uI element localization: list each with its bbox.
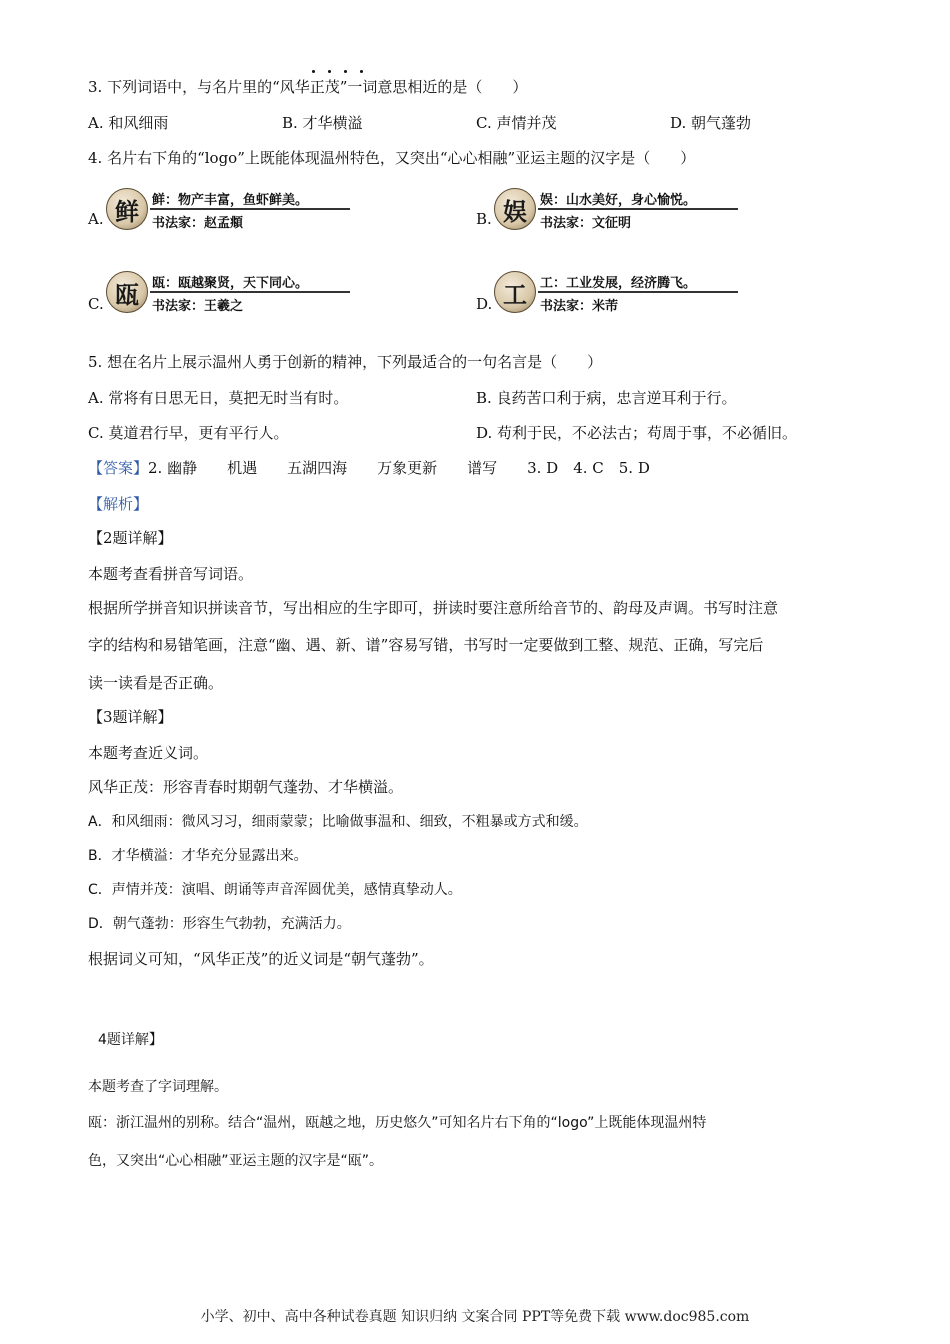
body-text: 本题考查看拼音写词语。 [88,565,254,583]
q3-stem [88,76,527,98]
q4-card-c [106,271,351,315]
card-divider [150,291,350,293]
q5-option-a: A. 常将有日思无日，莫把无时当有时。 [88,389,349,407]
q5-option-d: D. 苟利于民，不必法古；苟周于事，不必循旧。 [476,424,798,442]
q4-label-d: D. [476,295,493,313]
q5-option-c: C. 莫道君行早，更有平行人。 [88,424,289,442]
body-text: 读一读看是否正确。 [88,674,224,692]
card-caption: 瓯：瓯越聚贤，天下同心。 [152,276,309,291]
seal-icon: 工 [494,271,536,313]
answer-line [88,457,650,479]
body-text: 根据词义可知，“风华正茂”的近义词是“朝气蓬勃”。 [88,950,434,968]
seal-icon: 鲜 [106,188,148,230]
q4-label-b: B. [476,210,492,228]
page-footer: 小学、初中、高中各种试卷真题 知识归纳 文案合同 PPT等免费下载 www.doc985.com [200,1309,750,1325]
section-heading: 4题详解】 [98,1032,163,1048]
body-text: 根据所学拼音知识拼读音节，写出相应的生字即可，拼读时要注意所给音节的、韵母及声调。书写时注意 [88,599,779,617]
q3-stem-key: 风华正茂 [279,78,340,96]
card-divider [538,291,738,293]
q3-option-a: A. 和风细雨 [88,114,169,132]
q3-option-b: B. 才华横溢 [282,114,363,132]
q4-card-b [494,188,739,232]
card-divider [538,208,738,210]
card-calligrapher: 书法家：赵孟頫 [152,216,244,231]
card-calligrapher: 书法家：米芾 [540,299,619,314]
body-text: 瓯：浙江温州的别称。结合“温州，瓯越之地，历史悠久”可知名片右下角的“logo”上既能体现温州特 [88,1115,707,1131]
q3-stem-pre: 3. 下列词语中，与名片里的“ [88,78,280,96]
body-text: B．才华横溢：才华充分显露出来。 [88,848,308,864]
card-caption: 工：工业发展，经济腾飞。 [540,276,697,291]
card-caption: 娱：山水美好，身心愉悦。 [540,193,697,208]
card-calligrapher: 书法家：王羲之 [152,299,244,314]
card-caption: 鲜：物产丰富，鱼虾鲜美。 [152,193,309,208]
q4-stem: 4. 名片右下角的“logo”上既能体现温州特色，又突出“心心相融”亚运主题的汉字是（ ） [88,149,696,167]
q5-stem: 5. 想在名片上展示温州人勇于创新的精神，下列最适合的一句名言是（ ） [88,353,603,371]
card-calligrapher: 书法家：文征明 [540,216,632,231]
q4-label-c: C. [88,295,104,313]
q3-option-d: D. 朝气蓬勃 [670,114,752,132]
body-text: D．朝气蓬勃：形容生气勃勃，充满活力。 [88,916,351,932]
seal-icon: 娱 [494,188,536,230]
body-text: 色，又突出“心心相融”亚运主题的汉字是“瓯”。 [88,1153,384,1169]
body-text: 本题考查近义词。 [88,744,209,762]
section-heading: 【2题详解】 [88,529,173,547]
q3-emphasis-dots [308,70,372,76]
body-text: 本题考查了字词理解。 [88,1079,228,1095]
body-text: 字的结构和易错笔画，注意“幽、遇、新、谱”容易写错，书写时一定要做到工整、规范、正确，写完后 [88,636,764,654]
answer-label: 【答案】 [88,459,149,477]
q4-label-a: A. [88,210,104,228]
answer-text: 2. 幽静 机遇 五湖四海 万象更新 谱写 3. D 4. C 5. D [148,459,650,477]
q4-card-a [106,188,351,232]
analysis-label: 【解析】 [88,495,149,513]
q3-stem-post: ”一词意思相近的是（ ） [339,78,528,96]
q3-option-c: C. 声情并茂 [476,114,557,132]
q5-option-b: B. 良药苦口利于病，忠言逆耳利于行。 [476,389,737,407]
q4-card-d [494,271,739,315]
section-heading: 【3题详解】 [88,708,173,726]
card-divider [150,208,350,210]
seal-icon: 瓯 [106,271,148,313]
body-text: A．和风细雨：微风习习，细雨蒙蒙；比喻做事温和、细致，不粗暴或方式和缓。 [88,814,588,830]
body-text: C．声情并茂：演唱、朗诵等声音浑圆优美，感情真挚动人。 [88,882,462,898]
body-text: 风华正茂：形容青春时期朝气蓬勃、才华横溢。 [88,778,404,796]
